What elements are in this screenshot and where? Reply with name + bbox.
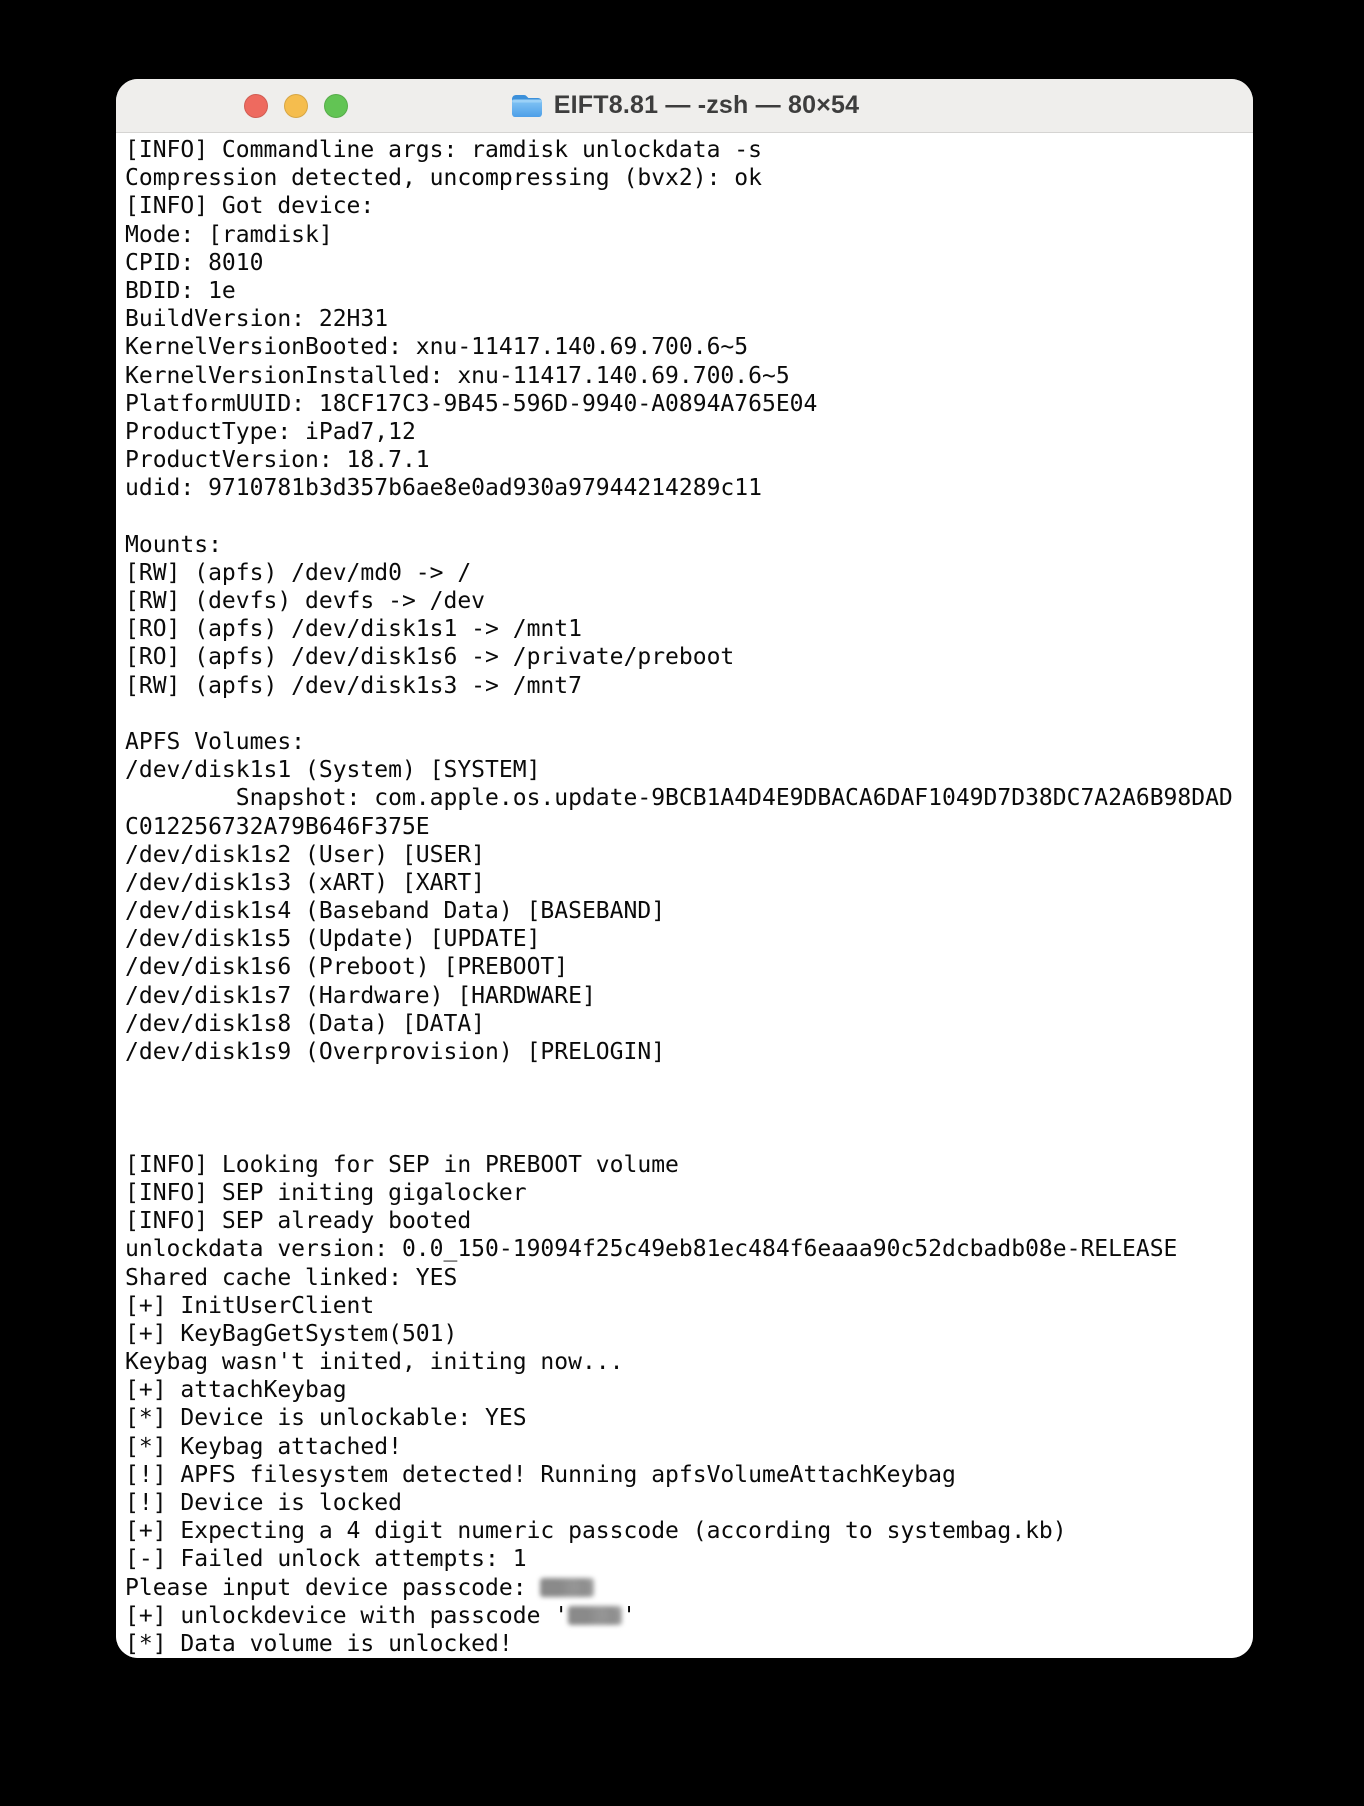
terminal-line: APFS Volumes: (125, 728, 306, 755)
terminal-line: BuildVersion: 22H31 (125, 306, 389, 333)
terminal-line: /dev/disk1s3 (xART) [XART] (125, 869, 486, 896)
terminal-line: ProductVersion: 18.7.1 (125, 447, 430, 474)
terminal-line: /dev/disk1s7 (Hardware) [HARDWARE] (125, 982, 596, 1009)
close-button[interactable] (244, 94, 268, 118)
terminal-line: [INFO] SEP initing gigalocker (125, 1179, 527, 1206)
terminal-line: /dev/disk1s1 (System) [SYSTEM] (125, 757, 541, 784)
terminal-line: [*] Keybag attached! (125, 1433, 402, 1460)
terminal-line: KernelVersionBooted: xnu-11417.140.69.700.6~5 (125, 334, 749, 361)
terminal-line (125, 1094, 1253, 1122)
terminal-line: Please input device passcode: (125, 1574, 1253, 1602)
terminal-line: BDID: 1e (125, 277, 236, 304)
redacted-passcode (540, 1578, 594, 1597)
terminal-line: [*] Device is unlockable: YES (125, 1405, 527, 1432)
terminal-line: [!] Device is locked (125, 1490, 402, 1516)
terminal-line: [INFO] Got device: (125, 193, 375, 220)
terminal-line: /dev/disk1s8 (Data) [DATA] (125, 1010, 486, 1037)
terminal-line: ProductType: iPad7,12 (125, 418, 416, 445)
terminal-line: /dev/disk1s5 (Update) [UPDATE] (125, 926, 541, 953)
terminal-line: C012256732A79B646F375E (125, 813, 430, 840)
terminal-line: [+] InitUserClient (125, 1292, 375, 1319)
terminal-line: [RW] (apfs) /dev/disk1s3 -> /mnt7 (125, 672, 582, 699)
terminal-line: CPID: 8010 (125, 249, 264, 276)
terminal-line: [RW] (apfs) /dev/md0 -> / (125, 559, 472, 586)
terminal-line: /dev/disk1s4 (Baseband Data) [BASEBAND] (125, 898, 666, 925)
terminal-line: [+] unlockdevice with passcode ' ' (125, 1602, 636, 1629)
terminal-line (125, 1123, 1253, 1151)
terminal-line: /dev/disk1s9 (Overprovision) [PRELOGIN] (125, 1039, 666, 1065)
terminal-line: Snapshot: com.apple.os.update-9BCB1A4D4E9DBACA6DAF1049D7D38DC7A2A6B98DAD (125, 785, 1233, 812)
terminal-line (125, 502, 1253, 530)
terminal-line: [*] Data volume is unlocked! (125, 1630, 513, 1657)
terminal-line: [+] KeyBagGetSystem(501) (125, 1320, 458, 1347)
terminal-line: udid: 9710781b3d357b6ae8e0ad930a97944214289c11 (125, 475, 762, 502)
terminal-line: [RW] (devfs) devfs -> /dev (125, 588, 486, 614)
minimize-button[interactable] (284, 94, 308, 118)
terminal-line: Shared cache linked: YES (125, 1264, 458, 1291)
terminal-line: Keybag wasn't inited, initing now... (125, 1349, 624, 1376)
terminal-line: [INFO] SEP already booted (125, 1208, 472, 1235)
terminal-line: [+] attachKeybag (125, 1377, 347, 1404)
terminal-line: [INFO] Commandline args: ramdisk unlockdata -s (125, 137, 762, 163)
terminal-line: [+] Expecting a 4 digit numeric passcode (according to systembag.kb) (125, 1518, 1067, 1545)
traffic-lights (244, 79, 348, 132)
terminal-line: [RO] (apfs) /dev/disk1s1 -> /mnt1 (125, 616, 582, 643)
folder-icon[interactable] (510, 92, 544, 120)
terminal-line (125, 700, 1253, 728)
terminal-line: [INFO] Looking for SEP in PREBOOT volume (125, 1151, 679, 1178)
window-title: EIFT8.81 — -zsh — 80×54 (553, 91, 860, 119)
terminal-line: KernelVersionInstalled: xnu-11417.140.69.700.6~5 (125, 362, 790, 389)
terminal-window (116, 79, 1253, 1658)
terminal-line: /dev/disk1s2 (User) [USER] (125, 841, 486, 868)
redacted-passcode (568, 1606, 622, 1625)
terminal-output[interactable] (116, 133, 1253, 1658)
terminal-line (125, 1066, 1253, 1094)
terminal-line: Mounts: (125, 531, 222, 558)
terminal-line: [!] APFS filesystem detected! Running apfsVolumeAttachKeybag (125, 1461, 956, 1488)
title-group (510, 91, 859, 120)
terminal-line: Compression detected, uncompressing (bvx2): ok (125, 165, 762, 192)
terminal-line: Mode: [ramdisk] (125, 221, 333, 248)
terminal-line: [RO] (apfs) /dev/disk1s6 -> /private/preboot (125, 644, 735, 671)
terminal-line: unlockdata version: 0.0_150-19094f25c49eb81ec484f6eaaa90c52dcbadb08e-RELEASE (125, 1236, 1178, 1263)
title-bar[interactable] (116, 79, 1253, 133)
terminal-line: [-] Failed unlock attempts: 1 (125, 1546, 527, 1573)
terminal-line: /dev/disk1s6 (Preboot) [PREBOOT] (125, 954, 569, 981)
zoom-button[interactable] (324, 94, 348, 118)
terminal-line: PlatformUUID: 18CF17C3-9B45-596D-9940-A0894A765E04 (125, 390, 818, 417)
